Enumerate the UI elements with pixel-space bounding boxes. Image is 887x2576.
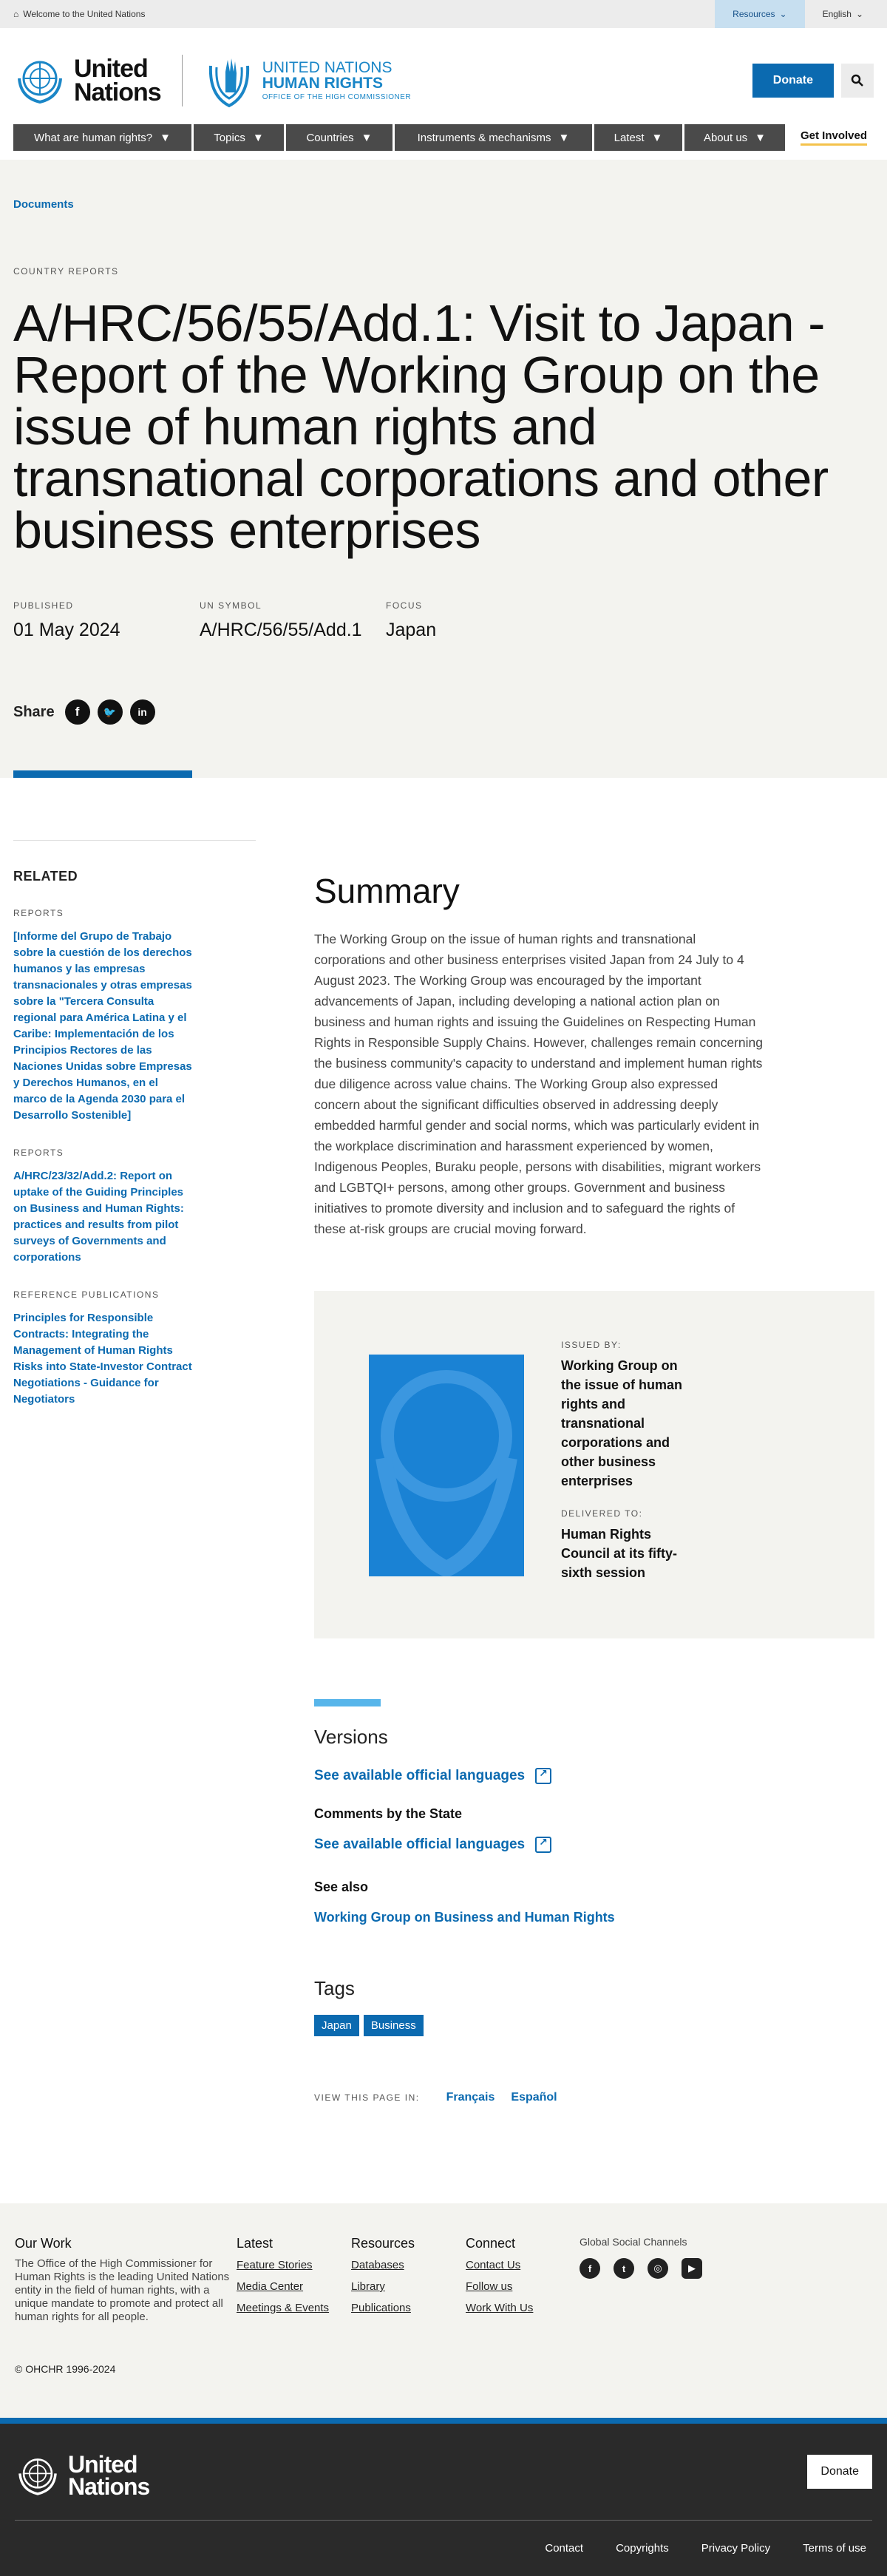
view-page-in: VIEW THIS PAGE IN: Français Español: [314, 2091, 557, 2104]
instagram-icon[interactable]: ◎: [648, 2258, 668, 2279]
share-bar: Share f 🐦 in: [13, 699, 155, 725]
footer-connect: Connect Contact Us Follow us Work With Us: [466, 2236, 534, 2314]
document-cover-image[interactable]: [369, 1355, 524, 1576]
related-link[interactable]: Principles for Responsible Contracts: Integrating the Management of Human Rights Risks into State-Investor Contract Negotiations - Guidance for Negotiators: [13, 1312, 192, 1406]
global-social-channels: Global Social Channels f t ◎ ▶: [580, 2236, 702, 2279]
footer-link[interactable]: Publications: [351, 2302, 411, 2314]
comments-heading: Comments by the State: [314, 1806, 463, 1821]
footer-link[interactable]: Contact Us: [466, 2259, 521, 2271]
un-wreath-watermark-icon: [369, 1355, 524, 1576]
main-nav: [0, 124, 887, 151]
footer-our-work: Our Work The Office of the High Commissioner for Human Rights is the leading United Nations entity in the field of human rights, with a unique mandate to promote and protect all human rights for all people.: [15, 2236, 230, 2323]
get-involved-link[interactable]: Get Involved: [801, 129, 867, 146]
footer-link[interactable]: Work With Us: [466, 2302, 534, 2314]
caret-down-icon: ▼: [558, 131, 570, 144]
page-title: A/HRC/56/55/Add.1: Visit to Japan - Report of the Working Group on the issue of human rights and transnational corporations and other business enterprises: [13, 294, 829, 559]
un-logo-link[interactable]: United Nations: [13, 56, 161, 105]
nav-item-about[interactable]: About us ▼: [684, 124, 785, 151]
summary-heading: Summary: [314, 872, 460, 910]
issued-by-value: Working Group on the issue of human rights and transnational corporations and other business enterprises: [561, 1358, 683, 1488]
meta-focus: FOCUS Japan: [386, 600, 437, 640]
related-heading: RELATED: [13, 869, 78, 884]
nav-item-latest[interactable]: Latest ▼: [594, 124, 682, 151]
donate-button[interactable]: Donate: [807, 2455, 872, 2489]
bottom-link-contact[interactable]: Contact: [545, 2542, 584, 2555]
welcome-link[interactable]: ⌂ Welcome to the United Nations: [13, 9, 146, 19]
twitter-icon[interactable]: t: [614, 2258, 634, 2279]
nav-item-countries[interactable]: Countries ▼: [286, 124, 392, 151]
related-link[interactable]: [Informe del Grupo de Trabajo sobre la cuestión de los derechos humanos y las empresas transnacionales y otras empresas sobre la "Tercera Consulta regional para América Latina y el Caribe: Implementación de los Principios Rectores de las Naciones Unidas sobre Empresas y Derechos Humanos, en el marco de la Agenda 2030 para el Desarrollo Sostenible]: [13, 930, 192, 1122]
ohchr-logo-link[interactable]: UNITED NATIONS HUMAN RIGHTS OFFICE OF THE HIGH COMMISSIONER: [203, 51, 411, 110]
tag-japan[interactable]: Japan: [314, 2015, 359, 2036]
document-meta: [13, 600, 572, 641]
footer-link[interactable]: Meetings & Events: [237, 2302, 330, 2314]
home-icon: ⌂: [13, 9, 19, 19]
language-link-spanish[interactable]: Español: [511, 2091, 557, 2104]
tags-section: [314, 1977, 876, 2036]
bottom-link-copyrights[interactable]: Copyrights: [616, 2542, 669, 2555]
bottom-link-terms[interactable]: Terms of use: [803, 2542, 866, 2555]
related-link[interactable]: A/HRC/23/32/Add.2: Report on uptake of the Guiding Principles on Business and Human Rights: practices and results from pilot surveys of Governments and corporations: [13, 1170, 184, 1264]
footer-latest: Latest Feature Stories Media Center Meetings & Events: [237, 2236, 330, 2314]
un-emblem-icon: [13, 56, 67, 105]
resources-dropdown[interactable]: Resources ⌄: [715, 0, 804, 28]
see-also-link[interactable]: Working Group on Business and Human Rights: [314, 1910, 615, 1925]
nav-item-human-rights[interactable]: What are human rights? ▼: [13, 124, 191, 151]
language-dropdown[interactable]: English ⌄: [822, 9, 863, 19]
tag-business[interactable]: Business: [364, 2015, 424, 2036]
caret-down-icon: ▼: [160, 131, 171, 144]
site-footer: [0, 2203, 887, 2418]
see-also-heading: See also: [314, 1880, 369, 1894]
nav-item-instruments[interactable]: Instruments & mechanisms ▼: [395, 124, 592, 151]
comments-languages-link[interactable]: See available official languages ↗: [314, 1837, 876, 1853]
caret-down-icon: ▼: [252, 131, 264, 144]
content-type-label: COUNTRY REPORTS: [13, 266, 119, 277]
section-accent-bar: [314, 1699, 381, 1706]
summary-text: The Working Group on the issue of human rights and transnational corporations and other business enterprises visited Japan from 24 July to 4 August 2023. The Working Group was encouraged by the important advancements of Japan, including developing a national action plan on business and human rights and issuing the Guidelines on Respecting Human Rights in Responsible Supply Chains. However, challenges remain concerning the business community's capacity to understand and implement human rights due diligence across value chains. The Working Group also expressed concern about the significant difficulties observed in addressing deeply embedded harmful gender and social norms, which was particularly evident in the workplace discrimination and harassment experienced by women, Indigenous Peoples, Buraku people, persons with disabilities, migrant workers and LGBTQI+ persons, among other groups. Government and business initiatives to promote diversity and inclusion and to safeguard the rights of these at-risk groups are crucial moving forward.: [314, 932, 763, 1236]
caret-down-icon: ▼: [361, 131, 373, 144]
youtube-icon[interactable]: ▶: [682, 2258, 702, 2279]
related-item: REPORTS A/HRC/23/32/Add.2: Report on uptake of the Guiding Principles on Business and Human Rights: practices and results from pilot surveys of Governments and corporations: [13, 1148, 256, 1266]
un-emblem-icon: [15, 2454, 61, 2497]
versions-heading: Versions: [314, 1726, 388, 1748]
external-link-icon: [535, 1837, 551, 1853]
versions-section: [314, 1699, 876, 1925]
related-sidebar: [13, 840, 256, 1408]
meta-un-symbol: UN SYMBOL A/HRC/56/55/Add.1: [200, 600, 362, 640]
chevron-down-icon: ⌄: [855, 9, 863, 19]
hero-accent-bar: [13, 770, 192, 778]
external-link-icon: [535, 1768, 551, 1784]
footer-link[interactable]: Follow us: [466, 2280, 513, 2293]
main-content: [314, 858, 876, 2104]
related-item: REPORTS [Informe del Grupo de Trabajo sobre la cuestión de los derechos humanos y las empresas transnacionales y otras empresas sobre la "Tercera Consulta regional para América Latina y el Caribe: Implementación de los Principios Rectores de las Naciones Unidas sobre Empresas y Derechos Humanos, en el marco de la Agenda 2030 para el Desarrollo Sostenible]: [13, 908, 256, 1124]
logo-divider: [182, 55, 183, 106]
donate-button[interactable]: Donate: [752, 64, 834, 98]
footer-link[interactable]: Library: [351, 2280, 385, 2293]
footer-link[interactable]: Databases: [351, 2259, 404, 2271]
footer-link[interactable]: Media Center: [237, 2280, 304, 2293]
facebook-icon[interactable]: f: [65, 699, 90, 725]
top-bar: [0, 0, 887, 28]
linkedin-icon[interactable]: in: [130, 699, 155, 725]
document-hero: [0, 160, 887, 778]
related-item: REFERENCE PUBLICATIONS Principles for Responsible Contracts: Integrating the Management of Human Rights Risks into State-Investor Contract Negotiations - Guidance for Negotiators: [13, 1289, 256, 1408]
caret-down-icon: ▼: [755, 131, 767, 144]
tags-heading: Tags: [314, 1977, 355, 1999]
breadcrumb-documents[interactable]: Documents: [13, 198, 74, 211]
meta-published: PUBLISHED 01 May 2024: [13, 600, 120, 640]
footer-link[interactable]: Feature Stories: [237, 2259, 313, 2271]
language-link-french[interactable]: Français: [446, 2091, 495, 2104]
site-header: [0, 28, 887, 133]
footer-resources: Resources Databases Library Publications: [351, 2236, 415, 2314]
un-logo-link[interactable]: United Nations: [15, 2453, 149, 2498]
search-icon: [851, 74, 864, 87]
un-bottom-bar: [0, 2418, 887, 2576]
search-button[interactable]: [841, 64, 874, 98]
bottom-link-privacy[interactable]: Privacy Policy: [701, 2542, 771, 2555]
official-languages-link[interactable]: See available official languages ↗: [314, 1768, 876, 1784]
chevron-down-icon: ⌄: [779, 9, 787, 19]
twitter-icon[interactable]: 🐦: [98, 699, 123, 725]
facebook-icon[interactable]: f: [580, 2258, 600, 2279]
caret-down-icon: ▼: [651, 131, 663, 144]
copyright: © OHCHR 1996-2024: [15, 2363, 116, 2375]
issued-by-card: ISSUED BY: Working Group on the issue of human rights and transnational corporations and other business enterprises DELIVERED TO: Human Rights Council at its fifty-sixth session: [314, 1291, 874, 1638]
delivered-to-value: Human Rights Council at its fifty-sixth session: [561, 1527, 677, 1580]
human-rights-hand-icon: [203, 51, 255, 110]
divider: [15, 2520, 872, 2521]
nav-item-topics[interactable]: Topics ▼: [194, 124, 284, 151]
